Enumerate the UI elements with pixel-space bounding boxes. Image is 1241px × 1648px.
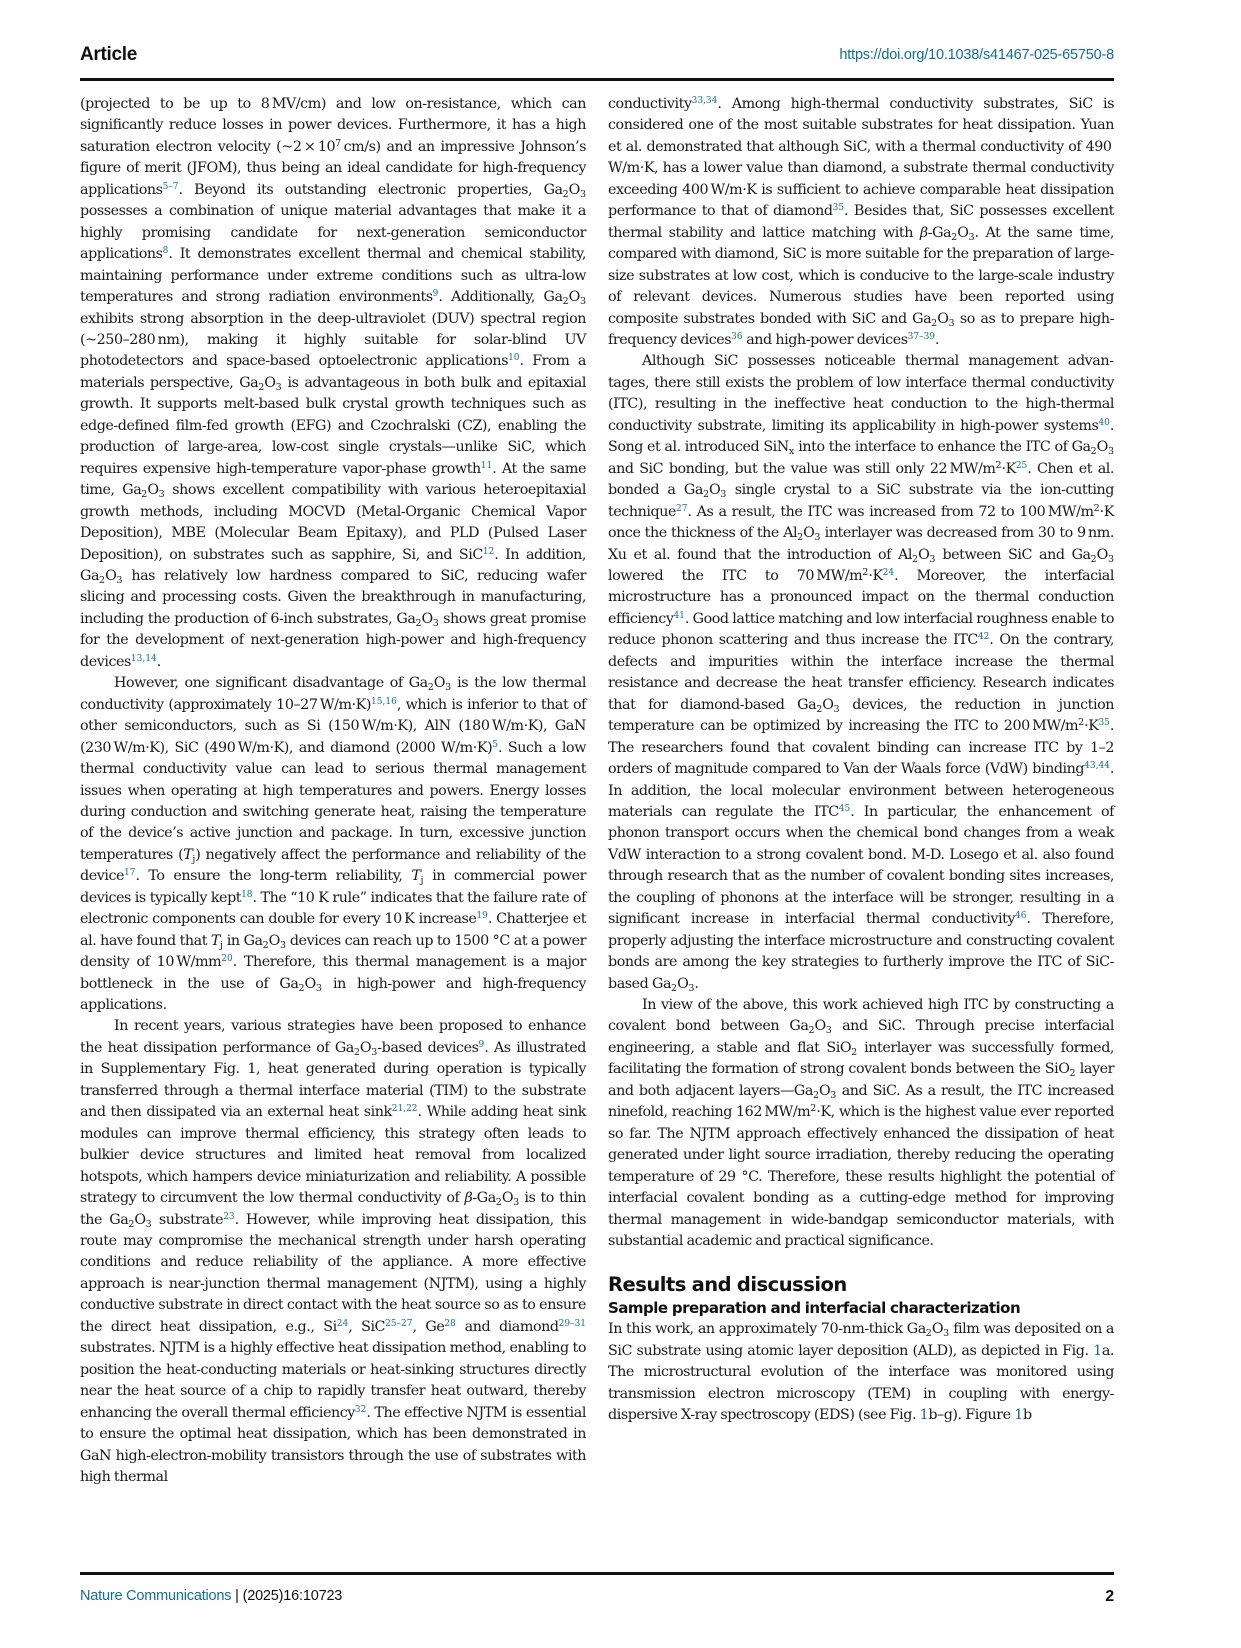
citation-ref-link[interactable]: 36 (731, 331, 743, 342)
page-footer (80, 1588, 1114, 1610)
subscript: 2 (816, 703, 823, 715)
citation-ref-link[interactable]: 20 (221, 954, 233, 965)
left-column-paragraphs (80, 94, 586, 1488)
journal-name-link[interactable]: Nature Communications (80, 1588, 232, 1604)
subscript: 2 (797, 532, 804, 544)
citation-ref-link[interactable]: 28 (444, 1318, 456, 1329)
subscript: 3 (833, 703, 840, 715)
italic-symbol: T (411, 868, 421, 885)
subscript: 2 (912, 553, 919, 565)
citation-ref-link[interactable]: 9 (432, 289, 439, 300)
section-heading-results: Results and discussion (608, 1273, 847, 1297)
subscript: 2 (562, 188, 569, 200)
subscript: 3 (445, 682, 452, 694)
superscript: 2 (862, 566, 869, 578)
subscript: 2 (702, 489, 709, 501)
citation-ref-link[interactable]: 33,34 (691, 96, 718, 106)
subscript: 3 (968, 231, 975, 243)
subscript: 3 (579, 188, 586, 200)
figure-ref-link[interactable]: 1 (1014, 1407, 1023, 1424)
citation-ref-link[interactable]: 27 (675, 503, 688, 514)
subscript: 2 (99, 574, 106, 586)
citation-ref-link[interactable]: 5 (492, 739, 498, 750)
citation-ref-link[interactable]: 25–27 (385, 1318, 413, 1329)
superscript: 2 (995, 459, 1002, 471)
journal-citation: (2025)16:10723 (242, 1588, 343, 1604)
body-paragraph: In this work, an approximately 70-nm-thick $Ga_2O_3$ film was deposited on a SiC substrate using atomic layer deposition (ALD), as depicted in Fig. 1a. The microstructural evolution of the interface was monitored using transmission electron microscopy (TEM) in coupling with energy-dispersive X-ray spectroscopy (EDS) (see Fig. 1b–g). Figure 1b (608, 1321, 1114, 1424)
subscript: 3 (720, 489, 727, 501)
citation-ref-link[interactable]: 41 (673, 610, 685, 621)
subscript: 2 (808, 1025, 815, 1037)
subscript: 2 (258, 381, 265, 393)
subscript: 2 (141, 489, 148, 501)
subscript: 3 (948, 317, 955, 329)
subscript: 2 (298, 982, 305, 994)
subscript: 2 (671, 982, 678, 994)
italic-symbol: β (919, 224, 928, 241)
subscript: j (420, 875, 424, 887)
citation-ref-link[interactable]: 35 (832, 203, 845, 214)
subscript: 3 (830, 1089, 837, 1101)
citation-ref-link[interactable]: 25 (1015, 460, 1028, 471)
superscript: 2 (810, 1103, 817, 1115)
page-header (80, 44, 1114, 68)
body-paragraph: However, one significant disadvantage of $Ga_2O_3$ is the low thermal conductivity (approximately 10–27 W/m·K)$^{15,16}$, which is inferior to that of other semiconductors, such as Si (150 W/m·K), AlN (180 W/m·K), GaN (230 W/m·K), SiC (490 W/m·K), and diamond (2000 W/m·K)$^5$. Such a low thermal conductivity value can lead to serious thermal management issues when operating at high temperatures and powers. Energy losses during conduction and switching generate heat, raising the temperature of the device’s active junction and package. In turn, excessive junction temperatures $(T_j)$ negatively affect the performance and reliability of the device$^{17}$. To ensure the long-term reliability, $T_j$ in commercial power devices is typically kept$^{18}$. The “10 K rule” indicates that the failure rate of electronic components can double for every 10 K increase$^{19}$. Chatterjee et al. have found that $T_j$ in $Ga_2O_3$ devices can reach up to 1500 °C at a power density of 10 W/mm$^{20}$. Therefore, this thermal management is a major bottleneck in the use of $Ga_2O_3$ in high-power and high-frequency applications. (80, 675, 587, 1014)
doi-link[interactable]: https://doi.org/10.1038/s41467-025-65750-8 (839, 47, 1114, 63)
subscript: 3 (158, 489, 165, 501)
subscript: 3 (371, 1046, 378, 1058)
subscript: 3 (1107, 553, 1114, 565)
header-rule (80, 78, 1114, 81)
citation-ref-link[interactable]: 8 (162, 246, 169, 257)
subscript: 2 (495, 1197, 502, 1209)
footer-separator: | (231, 1588, 243, 1604)
subscript: 3 (814, 532, 821, 544)
subscript: 3 (688, 982, 695, 994)
subscript: 2 (851, 1046, 858, 1058)
subscript: 2 (925, 1328, 932, 1340)
right-column-results-paragraphs (608, 1319, 1114, 1426)
body-paragraph: (projected to be up to 8 MV/cm) and low on-resistance, which can significantly reduce losses in power devices. Furthermore, it has a high saturation electron velocity (~2 × $10^7$ cm/s) and an impressive Johnson’s figure of merit (JFOM), thus being an ideal candidate for high-frequency applications$^{5-7}$. Beyond its outstanding electronic properties, $Ga_2O_3$ possesses a combination of unique material advantages that make it a highly promising candidate for next-generation semiconductor applications$^8$. It demonstrates excellent thermal and chemical stability, maintaining performance under extreme conditions such as ultra-low temperatures and strong radiation environments$^9$. Additionally, $Ga_2O_3$ exhibits strong absorption in the deep-ultraviolet (DUV) spectral region (~250–280 nm), making it highly suitable for solar-blind UV photodetectors and space-based optoelectronic applications$^{10}$. From a materials perspective, $Ga_2O_3$ is advantageous in both bulk and epitaxial growth. It supports melt-based bulk crystal growth techniques such as edge-defined film-fed growth (EFG) and Czochralski (CZ), enabling the production of large-area, low-cost single crystals—unlike SiC, which requires expensive high-temperature vapor-phase growth$^{11}$. At the same time, $Ga_2O_3$ shows excellent compatibility with various heteroepitaxial growth methods, including MOCVD (Metal-Organic Chemical Vapor Deposition), MBE (Molecular Beam Epitaxy), and PLD (Pulsed Laser Deposition), on substrates such as sapphire, Si, and SiC$^{12}$. In addition, $Ga_2O_3$ has relatively low hardness compared to SiC, reducing wafer slicing and processing costs. Given the breakthrough in manufacturing, including the production of 6-inch substrates, $Ga_2O_3$ shows great promise for the development of next-generation high-power and high-frequency devices$^{13,14}$. (80, 96, 587, 670)
body-paragraph: Although SiC possesses noticeable thermal management advantages, there still exists the problem of low interface thermal conductivity (ITC), resulting in the ineffective heat conduction to the high-thermal conductivity substrate, limiting its applicability in high-power systems$^{40}$. Song et al. introduced SiN$_x$ into the interface to enhance the ITC of $Ga_2O_3$ and SiC bonding, but the value was still only 22 $MW/m^2\cdot K^{25}$. Chen et al. bonded a $Ga_2O_3$ single crystal to a SiC substrate via the ion-cutting technique$^{27}$. As a result, the ITC was increased from 72 to 100 $MW/m^2\cdot K$ once the thickness of the $Al_2O_3$ interlayer was decreased from 30 to 9 nm. Xu et al. found that the introduction of $Al_2O_3$ between SiC and $Ga_2O_3$ lowered the ITC to 70 $MW/m^2\cdot K^{24}$. Moreover, the interfacial microstructure has a pronounced impact on the thermal conduction efficiency$^{41}$. Good lattice matching and low interfacial roughness enable to reduce phonon scattering and thus increase the ITC$^{42}$. On the contrary, defects and impurities within the interface increase the thermal resistance and decrease the heat transfer efficiency. Research indicates that for diamond-based $Ga_2O_3$ devices, the reduction in junction temperature can be optimized by increasing the ITC to 200 $MW/m^2\cdot K^{35}$. The researchers found that covalent binding can increase ITC by 1–2 orders of magnitude compared to Van der Waals force (VdW) binding$^{43,44}$. In addition, the local molecular environment between heterogeneous materials can regulate the ITC$^{45}$. In particular, the enhancement of phonon transport occurs when the chemical bond changes from a weak VdW interaction to a strong covalent bond. M-D. Losego et al. also found through research that as the number of covalent bonding sites increases, the coupling of phonons at the interface will be stronger, resulting in a significant increase in interfacial thermal conductivity$^{46}$. Therefore, properly adjusting the interface microstructure and constructing covalent bonds are among the key strategies to furtherly improve the ITC of SiC-based $Ga_2O_3$. (608, 353, 1115, 994)
subscript: 3 (825, 1025, 832, 1037)
subscript: 3 (943, 1328, 950, 1340)
subscript: 2 (1090, 553, 1097, 565)
subscript: 3 (315, 982, 322, 994)
subscript: 2 (262, 939, 269, 951)
subscript: 3 (1107, 446, 1114, 458)
subscript: 3 (929, 553, 936, 565)
citation-ref-link[interactable]: 46 (1015, 911, 1027, 922)
citation-ref-link[interactable]: 17 (124, 868, 136, 879)
subscript: 2 (812, 1089, 820, 1101)
left-column (80, 94, 586, 1488)
superscript: 2 (1078, 717, 1085, 729)
superscript: 2 (1093, 502, 1100, 514)
article-type-label: Article (80, 44, 138, 65)
subscript: 2 (931, 317, 938, 329)
figure-ref-link[interactable]: 1 (919, 1407, 929, 1424)
page-number: 2 (1105, 1588, 1114, 1605)
citation-ref-link[interactable]: 24 (336, 1318, 349, 1329)
subscript: 3 (579, 296, 586, 308)
subscript: 2 (951, 231, 958, 243)
subscript: 2 (1090, 446, 1097, 458)
citation-ref-link[interactable]: 12 (482, 546, 495, 557)
citation-ref-link[interactable]: 40 (1098, 417, 1110, 428)
citation-ref-link[interactable]: 23 (223, 1211, 235, 1222)
citation-ref-link[interactable]: 5–7 (162, 181, 179, 192)
citation-ref-link[interactable]: 37–39 (907, 331, 936, 342)
subscript: 3 (116, 574, 123, 586)
subscript: 2 (415, 617, 422, 629)
citation-ref-link[interactable]: 45 (838, 803, 851, 814)
right-column (608, 94, 1114, 1427)
italic-symbol: T (183, 846, 193, 863)
subscript: 2 (562, 296, 569, 308)
citation-ref-link[interactable]: 24 (882, 567, 895, 578)
figure-ref-link[interactable]: 1 (1093, 1342, 1102, 1359)
citation-ref-link[interactable]: 19 (476, 911, 488, 922)
body-paragraph: In view of the above, this work achieved high ITC by constructing a covalent bond between $Ga_2O_3$ and SiC. Through precise interfacial engineering, a stable and flat SiO$_2$ interlayer was successfully formed, facilitating the formation of strong covalent bonds between the SiO$_2$ layer and both adjacent $layers—Ga_2O_3$ and SiC. As a result, the ITC increased ninefold, reaching 162 $MW/m^2\cdot K$, which is the highest value ever reported so far. The NJTM approach effectively enhanced the dissipation of heat generated under light source irradiation, thereby reducing the operating temperature of 29 °C. Therefore, these results highlight the potential of interfacial covalent bonding as a cutting-edge method for improving thermal management in wide-bandgap semiconductor materials, with substantial academic and practical significance. (608, 997, 1115, 1250)
subscript: 3 (275, 381, 282, 393)
subsection-heading-sample-prep: Sample preparation and interfacial characterization (608, 1299, 1021, 1318)
citation-ref-link[interactable]: 29–31 (558, 1318, 586, 1329)
body-paragraph: In recent years, various strategies have been proposed to enhance the heat dissipation performance of $Ga_2O_3$-based devices$^9$. As illustrated in Supplementary Fig. 1, heat generated during operation is typically transferred through a thermal interface material (TIM) to the substrate and then dissipated via an external heat sink$^{21,22}$. While adding heat sink modules can improve thermal efficiency, this strategy often leads to bulkier device structures and limited heat removal from localized hotspots, which hampers device miniaturization and reliability. A possible strategy to circumvent the low thermal conductivity of $\beta-Ga_2O_3$ is to thin the $Ga_2O_3$ substrate$^{23}$. However, while improving heat dissipation, this route may compromise the mechanical strength under harsh operating conditions and reduce reliability of the appliance. A more effective approach is near-junction thermal management (NJTM), using a highly conductive substrate in direct contact with the heat source so as to ensure the direct heat dissipation, e.g., Si$^{24}$, SiC$^{25-27}$, Ge$^{28}$ and diamond$^{29-31}$ substrates. NJTM is a highly effective heat dissipation method, enabling to position the heat-conducting materials or heat-sinking structures directly near the heat source of a chip to rapidly transfer heat outward, thereby enhancing the overall thermal efficiency$^{32}$. The effective NJTM is essential to ensure the optimal heat dissipation, which has been demonstrated in GaN high-electron-mobility transistors through the use of substrates with high thermal (80, 1018, 587, 1485)
subscript: x (788, 446, 795, 458)
subscript: 2 (128, 1218, 135, 1230)
citation-ref-link[interactable]: 15,16 (371, 696, 397, 707)
subscript: 2 (427, 682, 434, 694)
subscript: j (192, 853, 196, 865)
subscript: 3 (145, 1218, 152, 1230)
subscript: 3 (513, 1197, 520, 1209)
italic-symbol: β (464, 1190, 473, 1207)
citation-ref-link[interactable]: 18 (241, 889, 253, 900)
citation-ref-link[interactable]: 9 (478, 1039, 485, 1050)
citation-ref-link[interactable]: 42 (977, 632, 990, 643)
citation-ref-link[interactable]: 21,22 (391, 1104, 418, 1115)
subscript: 2 (353, 1046, 360, 1058)
subscript: 3 (432, 617, 439, 629)
subscript: 2 (1069, 1068, 1076, 1080)
citation-ref-link[interactable]: 11 (480, 460, 493, 471)
right-column-intro-paragraphs (608, 94, 1114, 1252)
footer-rule (80, 1572, 1114, 1575)
italic-symbol: T (210, 932, 220, 949)
citation-ref-link[interactable]: 13,14 (130, 653, 157, 664)
citation-ref-link[interactable]: 43,44 (1084, 761, 1110, 772)
citation-ref-link[interactable]: 35 (1098, 718, 1110, 729)
citation-ref-link[interactable]: 10 (508, 353, 520, 364)
superscript: 7 (335, 137, 342, 149)
subscript: j (219, 939, 223, 951)
body-paragraph: conductivity$^{33,34}$. Among high-thermal conductivity substrates, SiC is considered one of the most suitable substrates for heat dissipation. Yuan et al. demonstrated that although SiC, with a thermal conductivity of 490 W/m·K, has a lower value than diamond, a substrate thermal conductivity exceeding 400 W/m·K is sufficient to achieve comparable heat dissipation performance to that of diamond$^{35}$. Besides that, SiC possesses excellent thermal stability and lattice matching with $\beta-Ga_2O_3$. At the same time, compared with diamond, SiC is more suitable for the preparation of large-size substrates at low cost, which is conducive to the large-scale industry of relevant devices. Numerous studies have been reported using composite substrates bonded with SiC and $Ga_2O_3$ so as to prepare high-frequency devices$^{36}$ and high-power devices$^{37-39}$. (608, 96, 1114, 348)
citation-ref-link[interactable]: 32 (354, 1404, 367, 1415)
subscript: 3 (279, 939, 286, 951)
